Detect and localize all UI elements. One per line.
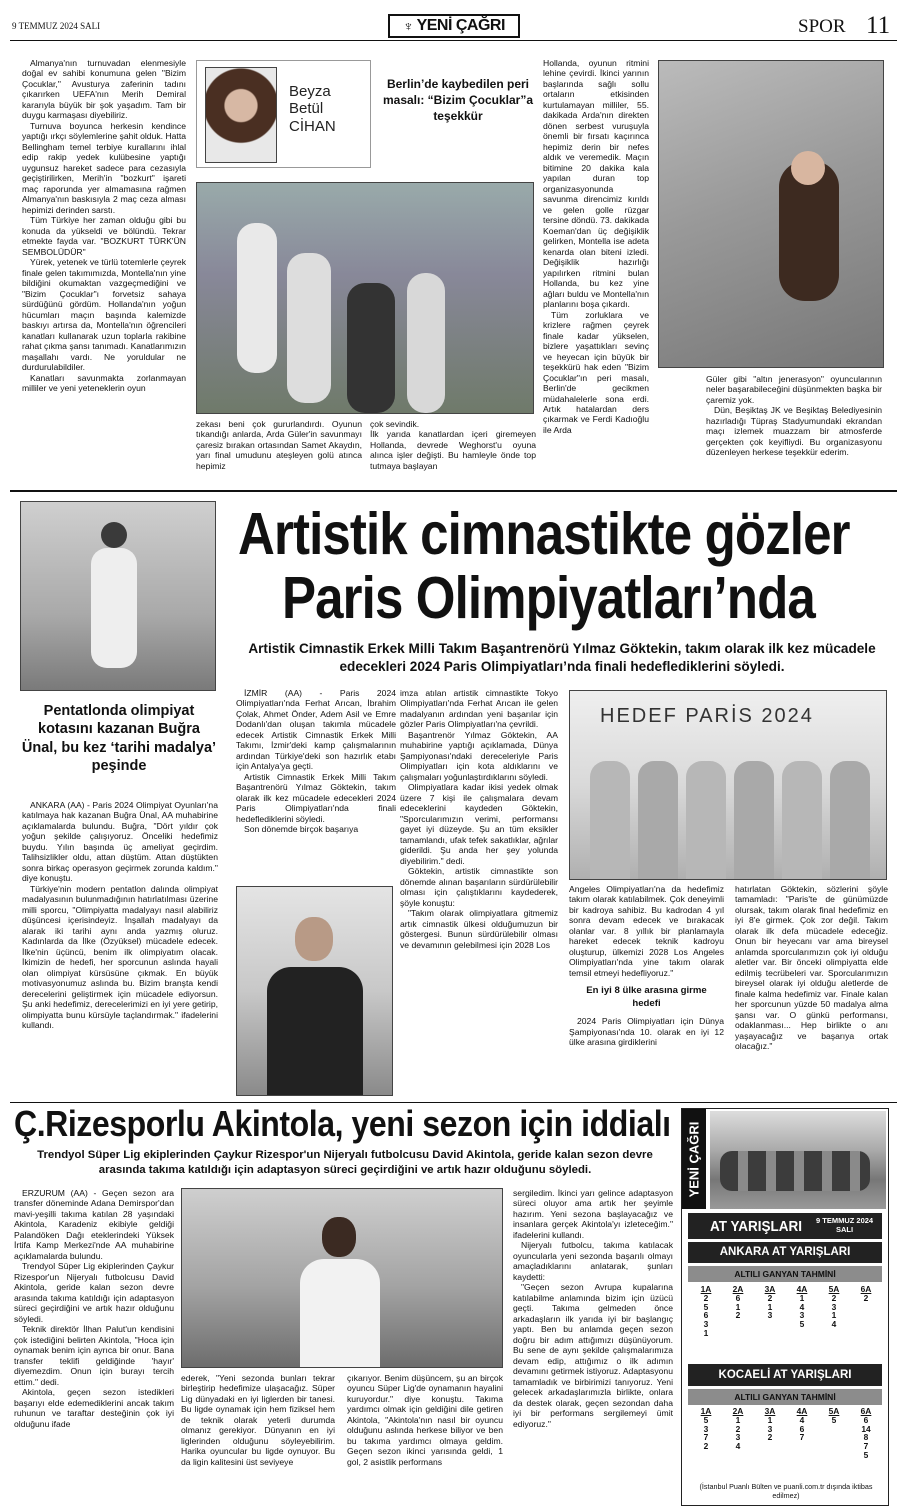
section-name: SPOR [798, 16, 846, 37]
gym-col-3: Angeles Olimpiyatları'na da hedefimiz takım olarak katılabilmek. Çok deneyimli bir kadroya sahibiz. Bu kadrodan 4 yıl sonra devam edecek ve bırakacak olanlar var. 8 yıllık bir planlamayla hareket edecek teknik kadroyu oluşturup, ülkemizi 2028 Los Angeles Olimpiyatları'nda yine takım olarak temsil etmeyi hedefliyoruz." En iyi 8 ülke arasına girme hedefi 2024 Paris Olimpiyatları için Dünya Şampiyonası'nda 10. olarak en iyi 12 ülke arasına girdiklerini [569, 884, 724, 1048]
author-first-name: Beyza [289, 83, 331, 100]
rize-headline: Ç.Rizesporlu Akintola, yeni sezon için iddialı [14, 1103, 671, 1144]
author-middle-name: Betül [289, 100, 324, 118]
horse-race-photo [710, 1111, 886, 1209]
section-rule-1 [10, 490, 897, 492]
page-number: 11 [866, 12, 891, 39]
gym-subhead: Artistik Cimnastik Erkek Milli Takım Başantrenörü Yılmaz Göktekin, takım olarak ilk kez mücadele edecekleri 2024 Paris Olimpiyatları’nda finali hedeflediklerini söyledi. [248, 641, 876, 674]
akintola-photo [181, 1188, 503, 1368]
berlin-col-2: zekası beni çok gururlandırdı. Oyunun tıkandığı anlarda, Arda Güler'in savunmayı çaresiz bırakan ortasından Samet Akaydın, yarı final umudunu ateşleyen golü atınca hepimiz [196, 419, 362, 471]
berlin-col-5: Güler gibi "altın jenerasyon" oyuncularının neler başarabileceğini düşünmekten başka bir çaremiz yok. Dün, Beşiktaş JK ve Beşiktaş Belediyesinin hazırladığı Tüpraş Stadyumundaki ekrandan maçı izlemek muazzam bir atmosferde gerçekten çok keyifliydi. Bu organizasyonu düzenleyen herkese teşekkür ederim. [706, 374, 882, 458]
at-title: AT YARIŞLARI [710, 1218, 803, 1235]
rize-col-4: sergiledim. İkinci yarı gelince adaptasyon süreci oluyor ama artık her şeyimle hazırım. Yeni sezona başlayacağız ve insanlara gerçek Akintola'yı izleteceğim." ifadelerini kullandı. Nijeryalı futbolcu, takıma katılacak oyuncularla yeni sezonda başarılı olmayı amaçladıklarını anlatarak, şunları kaydetti: "Geçen sezon Avrupa kupalarına katılabilme anlamında bizim için üzücü geçti. Takıma gelmeden önce arkadaşların ilk yarıda iyi bir başlangıç yaptı. Ben bu anlamda geçen sezon doğru bir adım attığımızı düşünüyorum. Bu sene de aynı şekilde çalışmalarımıza devam edip, attığımız o ilk adımın devamını getirmek istiyoruz. Adaptasyonu tamamladık ve birbirimizi tanıyoruz. Yeni gelecek arkadaşlarımızla birlikte, onlara da destek olarak, geçen sezondan daha iyi bir performans sergilemeyi ümit ediyoruz." [513, 1188, 673, 1429]
gym-headline: Artistik cimnastikte gözler Paris Olimpiyatları’nda [238, 501, 850, 632]
berlin-headline: Berlin’de kaybedilen peri masalı: “Bizim Çocuklar”a teşekkür [382, 77, 534, 124]
gym-col3-subhead: En iyi 8 ülke arasına girme hedefi [586, 985, 707, 1009]
pentathlon-runner-photo [20, 501, 216, 691]
pentathlon-body: ANKARA (AA) - Paris 2024 Olimpiyat Oyunları'na katılmaya hak kazanan Buğra Ünal, AA muhabirine açıklamalarda bulundu. Buğra, "Dört yıldır çok yoğun şekilde çalışıyoruz. Önceliki hedefimiz buydu. Yılın başında üç ameliyat geçirdim. Talihsizlikler oldu, attan düştüm. Attan düştükten sonra birkaç operasyon geçirmek zorunda kaldım." diye konuştu. Türkiye'nin modern pentatlon dalında olimpiyat madalyasının bulunmadığının hatırlatılması üzerine milli sporcu, "Olimpiyatta madalyayı nasıl alabiliriz düşüncesi içerisindeyiz. İnşallah madalyayı da alarak iki tarihi aynı anda yazmış oluruz. Kadınlarda da İlke (Özyüksel) mücadele edecek. İlke'nin üçüncü, benim ilk olimpiyatım olacak. İkimizin de hedefi, her sporcunun aslında hayali olan olimpiyat kürsüsüne çıkmak. En büyük motivasyonumuz aslında bu. Bizim branşta kendi derecelerini geliştirmek için mücadele ediyorsun. Şu anki hedefimiz, derecelerimizi en iyi yere getirip, olimpiyatta bunu kürsüyle taçlandırmak." ifadelerini kullandı. [22, 800, 218, 1031]
at-footer-note: (İstanbul Puanlı Bülten ve puanli.com.tr dışında iktibas edilmez) [699, 1482, 873, 1500]
at-title-bar [688, 1213, 882, 1239]
coach-photo [236, 886, 393, 1096]
gym-col-1: İZMİR (AA) - Paris 2024 Olimpiyatları'nda Ferhat Arıcan, İbrahim Çolak, Ahmet Önder, Adem Asil ve Emre Dodanlı'dan oluşan takımla mücadele edecek Artistik Cimnastik Erkek Milli Takımı, İzmir'deki kamp çalışmalarının ardından Türkiye'deki son hazırlık etabı için Antalya'ya geçti. Artistik Cimnastik Erkek Milli Takım Başantrenörü Yılmaz Göktekin, takım olarak ilk kez mücadele edecekleri 2024 Paris Olimpiyatları'nda finali hedeflediklerini söyledi. Son dönemde birçok başarıya [236, 688, 396, 835]
at-date: 9 TEMMUZ 2024 SALI [816, 1216, 874, 1234]
rize-col-1: ERZURUM (AA) - Geçen sezon ara transfer döneminde Adana Demirspor'dan mavi-yeşilli takıma katılan 28 yaşındaki Akintola, Karadeniz ekibiyle geldiği Palandöken Dağı eteklerindeki Yüksek İrtifa Kamp Merkezi'nde AA muhabirine açıklamalarda bulundu. Trendyol Süper Lig ekiplerinden Çaykur Rizespor'un Nijeryalı futbolcusu David Akintola, geride kalan sezon devre arasında takıma katıldığı için adaptasyon süreci geçirdiğini ve artık hazır olduğunu söyledi. Teknik direktör İlhan Palut'un kendisini çok istediğini belirten Akintola, "Hoca için oynamak benim için ayrıca bir onur. Bana transfer teklifi geldiğinde 'hayır' diyemezdim. Onun için burayı tercih ettim." dedi. Akintola, geçen sezon istedikleri başarıyı elde edemediklerini ancak takım ruhunun ve taraftar desteğinin çok iyi olduğunu ifade [14, 1188, 174, 1429]
kocaeli-subtitle: ALTILI GANYAN TAHMİNİ [688, 1389, 882, 1405]
author-photo [205, 67, 277, 163]
header-rule [10, 40, 897, 41]
horse-racing-logo: YENİ ÇAĞRI [682, 1109, 706, 1209]
author-stadium-photo [658, 60, 884, 368]
pentathlon-headline: Pentatlonda olimpiyat kotasını kazanan Buğra Ünal, bu kez ‘tarihi madalya’ peşinde [21, 703, 217, 774]
rize-subhead: Trendyol Süper Lig ekiplerinden Çaykur Rizespor'un Nijeryalı futbolcusu David Akintola, geride kalan sezon devre arasında takıma katıldığı için adaptasyon süreci geçirdiğini ve artık hazır olduğunu söyledi. [37, 1149, 653, 1176]
gym-col-2: imza atılan artistik cimnastikte Tokyo Olimpiyatları'nda Ferhat Arıcan ile gelen madalyanın ardından yeni başarılar için gözler Paris Olimpiyatları'na çevrildi. Başantrenör Yılmaz Göktekin, AA muhabirine yaptığı açıklamada, Dünya Şampiyonası'ndaki dereceleriyle Paris Olimpiyatları için kota aldıklarını ve çalışmaları yoğunlaştırdıklarını söyledi. Olimpiyatlara kadar ikisi yedek olmak üzere 7 kişi ile çalışmalara devam edeceklerini kaydeden Göktekin, "Sporcularımızın verimi, performansı gayet iyi düzeyde. Şu an tüm eksikler tamamlandı, ufak tefek sakatlıklar, ağrılar giderildi. Şu anda her şey yolunda diyebilirim." dedi. Göktekin, artistik cimnastikte son dönemde alınan başarıların sürdürülebilir olması için çalıştıklarını kaydederek, şöyle konuştu: "Takım olarak olimpiyatlara gitmemiz artık cimnastik ülkesi olduğumuzun bir göstergesi. Bunun sürdürülebilir olması ve devamının gelebilmesi için 2028 Los [400, 688, 558, 950]
ankara-prediction-table: 1A 2A 3A 4A 5A 6A 2 6 2 1 2 2 5 1 1 4 3 6 2 3 3 1 3 5 4 1 [700, 1284, 872, 1339]
horse-racing-box [681, 1108, 889, 1506]
ankara-subtitle: ALTILI GANYAN TAHMİNİ [688, 1266, 882, 1282]
page-date: 9 TEMMUZ 2024 SALI [12, 21, 101, 31]
rize-col-2: ederek, "Yeni sezonda bunları tekrar birleştirip hedefimize ulaşacağız. Süper Lig dünyadaki en iyi liglerden bir tanesi. Bu ligde oynamak için hem fiziksel hem de teknik olarak yeterli durumda olmanız gerekiyor. Dünyanın en iyi liglerinden olduğunu söyleyebilirim. Harika oyuncular bu ligde oynuyor. Bu da ligin kalitesini üst seviyeye [181, 1373, 335, 1467]
kocaeli-title: KOCAELİ AT YARIŞLARI [688, 1364, 882, 1386]
torch-icon: ♆ [403, 18, 414, 34]
berlin-col-1: Almanya'nın turnuvadan elenmesiyle doğal ev sahibi konumuna gelen "Bizim Çocuklar," Avusturya zaferinin tadını çıkarırken UEFA'nın Merih Demiral kararıyla büyük bir şok yaşadım. Tam bir duygu karmaşası diyebiliriz. Turnuva boyunca herkesin kendince yaptığı ırkçı söylemlerine şahit olduk. Hatta Bellingham temel terbiye kurallarını ihlal edip rakip yedek kulübesine yaptığı uygunsuz hareket sadece para cezasıyla geçiştirilirken, Merih'in "bozkurt" işareti maç raporunda yer almamasına rağmen Almanya'nın baskısıyla 2 maç ceza alması hepimizi derinden sarstı. Tüm Türkiye her zaman olduğu gibi bu konuda da yükseldi ve bölündü. Tekrar etmekte fayda var. "BOZKURT TÜRK'ÜN SEMBOLÜDÜR" Yürek, yetenek ve türlü totemlerle çeyrek finale gelen takımımızda, Montella'nın yine bildiğini okumaktan vazgeçmediğini ve "Bizim Çocuklar"ı forvetsiz sahaya sürdüğünü gördüm. Hollanda'nın yoğun hücumları maçın başında kalemizde baskıyı artırsa da, Montella'nın öğrencileri kanatları kullanarak uzun toplarla rakibine rahat çıkma şansı tanımadı. Kanatlarımızın maşallahı vardı. Ne yoruldular ne durdurulabildiler. Kanatları savunmakta zorlanmayan milliler ve yeni yeteneklerin oyun [22, 58, 186, 394]
kocaeli-prediction-table: 1A 2A 3A 4A 5A 6A 5 1 1 4 5 6 3 2 3 6 14 7 3 2 7 8 2 4 7 5 [700, 1406, 872, 1461]
photo-banner: HEDEF PARİS 2024 [600, 705, 814, 727]
gym-team-photo [569, 690, 887, 880]
author-last-name: CİHAN [289, 117, 336, 135]
berlin-col-4: Hollanda, oyunun ritmini lehine çevirdi. İkinci yarının başlarında sağlı sollu ortaların etkisinden kurtulamayan milliler, 55. dakikada Arda'nın direkten dönen serbest vuruşuyla önemli bir fırsatı kaçırınca hepimiz derin bir nefes aldık ve veremedik. Maçın bitimine 20 dakika kala yapılan duran top organizasyonunda savunma direncimiz kırıldı ve gelen golle rüzgar tersine döndü. 73. dakikada Koeman'dan üç değişiklik gelirken, Montella ise adeta kenarda olan biteni izledi. Değişiklik hazırlığı yapılırken ritmini bulan Hollanda, bu kez yine ağları buldu ve Montella'nın planlarını boşa çıkardı. Tüm zorluklara ve krizlere rağmen çeyrek finale kadar yükselen, bizlere yaşattıkları sevinç ve heyecan için büyük bir teşekkürü hak eden "Bizim Çocuklar"ın peri masalı, Berlin'de gecikmen müdahalelerle sona erdi. Artık hatalardan ders çıkarmak ve Ferdi Kadıoğlu ile Arda [543, 58, 649, 435]
author-box [196, 60, 371, 168]
berlin-col-3: çok sevindik. İlk yarıda kanatlardan içeri giremeyen Hollanda, devrede Weghorst'u oyuna alınca işler değişti. Bu hamleyle önde top tutmaya başlayan [370, 419, 536, 471]
national-team-photo [196, 182, 534, 414]
ankara-title: ANKARA AT YARIŞLARI [688, 1242, 882, 1263]
masthead-logo: ♆ YENİ ÇAĞRI [388, 14, 520, 38]
gym-col-4: hatırlatan Göktekin, sözlerini şöyle tamamladı: "Paris'te de günümüzde olursak, takım olarak final hedefimiz en iyi 8'e girmek. Çok zor değil. Takım olarak ilk defa mücadele edeceğiz. Onun bir heyecanı var ama bireysel anlamda sporcularımızın çok iyi olduğu aletler var. Bir önceki olimpiyatta elde edilmiş tecrübeleri var. Sporcularımızın bireysel olarak iyi olduğu aletlerde de finale kalma hedefimiz var. Finale kalan her sporcunun yüzde 50 madalya alma şansı var. O günkü performansı, odaklanması... Hep birlikte o anı yaşayacağız ve başarıya ortak olacağız." [735, 884, 888, 1052]
rize-col-3: çıkarıyor. Benim düşüncem, şu an birçok oyuncu Süper Lig'de oynamanın hayalini kuruyordur." diye konuştu. Takıma yardımcı olmak için geldiğini dile getiren Akintola, "Akintola'nın nasıl bir oyuncu olduğunu aslında herkese biliyor ve ben bu takıma yardımcı olmaya geldim. Geçen sezon ikinci yarısında geldi, 1 gol, 2 asistlik performans [347, 1373, 503, 1467]
